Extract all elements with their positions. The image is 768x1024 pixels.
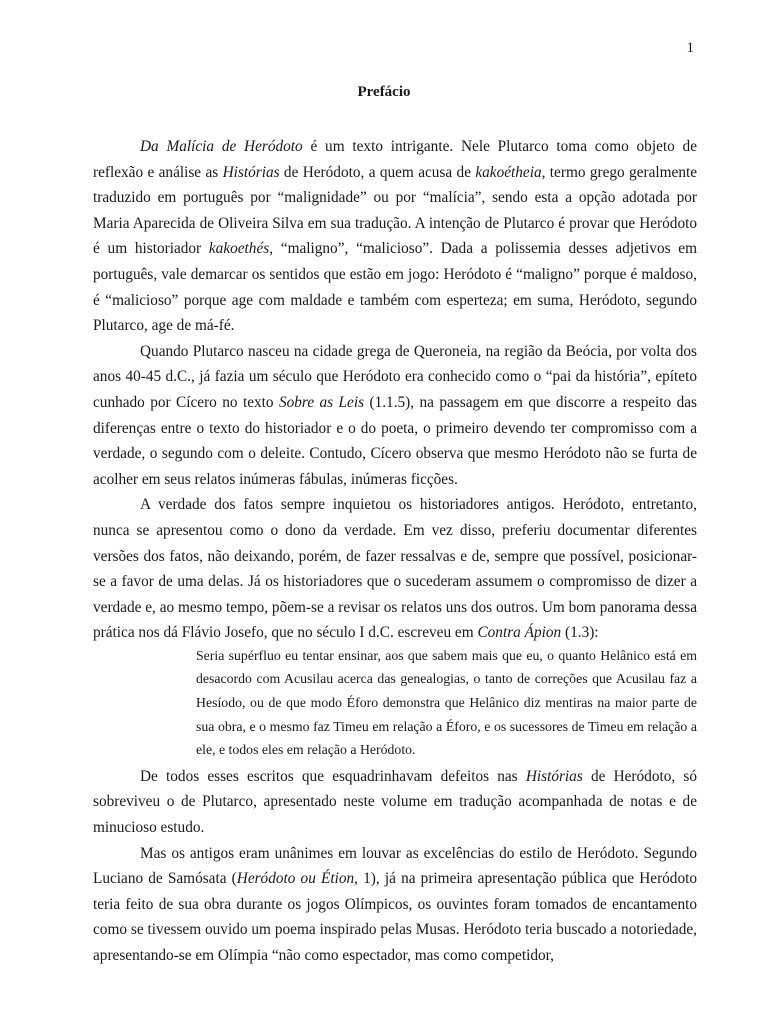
paragraph-2 bbox=[93, 339, 697, 493]
text-span: é um texto intrigante. Nele Plutarco toma como objeto de reflexão e análise as bbox=[93, 138, 697, 181]
text-span: (1.3): bbox=[561, 624, 599, 642]
italic-span: Histórias bbox=[222, 163, 280, 181]
text-span: de Heródoto, a quem acusa de bbox=[279, 163, 476, 181]
italic-span: Heródoto ou Étion bbox=[236, 870, 355, 888]
block-quote: Seria supérfluo eu tentar ensinar, aos que sabem mais que eu, o quanto Helânico está em desacordo com Acusilau acerca das genealogias, o tanto de correções que Acusilau faz a Hesíodo, ou de que modo Éforo demonstra que Helânico diz mentiras na maior parte de sua obra, e o mesmo faz Timeu em relação a Éforo, e os sucessores de Timeu em relação a ele, e todos eles em relação a Heródoto. bbox=[196, 647, 697, 758]
text-span: (1.1.5), na passagem em que discorre a respeito das diferenças entre o texto do historiador e o do poeta, o primeiro devendo ter compromisso com a verdade, o segundo com o deleite. Contudo, Cícero observa que mesmo Heródoto não se furta de acolher em seus relatos inúmeras fábulas, inúmeras ficções. bbox=[93, 393, 698, 488]
paragraph-1 bbox=[93, 134, 697, 339]
italic-span: Contra Ápion bbox=[477, 624, 562, 642]
italic-span: Histórias bbox=[525, 767, 583, 785]
text-span: A verdade dos fatos sempre inquietou os historiadores antigos. Heródoto, entretanto, nunca se apresentou como o dono da verdade. Em vez disso, preferiu documentar diferentes versões dos fatos, não deixando, porém, de fazer ressalvas e de, sempre que possível, posicionar-se a favor de uma delas. Já os historiadores que o sucederam assumem o compromisso de dizer a verdade e, ao mesmo tempo, põem-se a revisar os relatos uns dos outros. Um bom panorama dessa prática nos dá Flávio Josefo, que no século I d.C. escreveu em bbox=[93, 496, 697, 642]
italic-span: kakoethés bbox=[208, 240, 270, 258]
paragraph-3 bbox=[93, 492, 697, 646]
page-number: 1 bbox=[686, 40, 694, 56]
text-span: , “maligno”, “malicioso”. Dada a polissemia desses adjetivos em português, vale demarcar os sentidos que estão em jogo: Heródoto é “maligno” porque é maldoso, é “malicioso” porque age com maldade e também com esperteza; em suma, Heródoto, segundo Plutarco, age de má-fé. bbox=[93, 240, 697, 335]
paragraph-5 bbox=[93, 841, 697, 969]
text-span: De todos esses escritos que esquadrinhavam defeitos nas bbox=[140, 767, 526, 785]
document-body bbox=[93, 134, 697, 969]
page-title: Prefácio bbox=[357, 84, 411, 100]
italic-span: kakoétheia, bbox=[475, 163, 546, 181]
text-span: Mas os antigos eram unânimes em louvar as excelências do estilo de Heródoto. Segundo Luciano de Samósata ( bbox=[93, 844, 697, 888]
text-span: termo grego geralmente traduzido em português por “malignidade” ou por “malícia”, sendo esta a opção adotada por Maria Aparecida de Oliveira Silva em sua tradução. A intenção de Plutarco é provar que Heródoto é um historiador bbox=[93, 163, 698, 258]
text-span: de Heródoto, só sobreviveu o de Plutarco, apresentado neste volume em tradução acompanhada de notas e de minucioso estudo. bbox=[93, 767, 697, 837]
italic-span: Sobre as Leis bbox=[278, 393, 365, 411]
text-span: Quando Plutarco nasceu na cidade grega de Queroneia, na região da Beócia, por volta dos anos 40-45 d.C., já fazia um século que Heródoto era conhecido como o “pai da história”, epíteto cunhado por Cícero no texto bbox=[93, 342, 697, 411]
text-span: , 1), já na primeira apresentação pública que Heródoto teria feito de sua obra durante os jogos Olímpicos, os ouvintes foram tomados de encantamento como se tivessem ouvido um poema inspirado pelas Musas. Heródoto teria buscado a notoriedade, apresentando-se em Olímpia “não como espectador, mas como competidor, bbox=[93, 870, 698, 964]
italic-span: Da Malícia de Heródoto bbox=[140, 138, 303, 155]
paragraph-4 bbox=[93, 764, 697, 841]
